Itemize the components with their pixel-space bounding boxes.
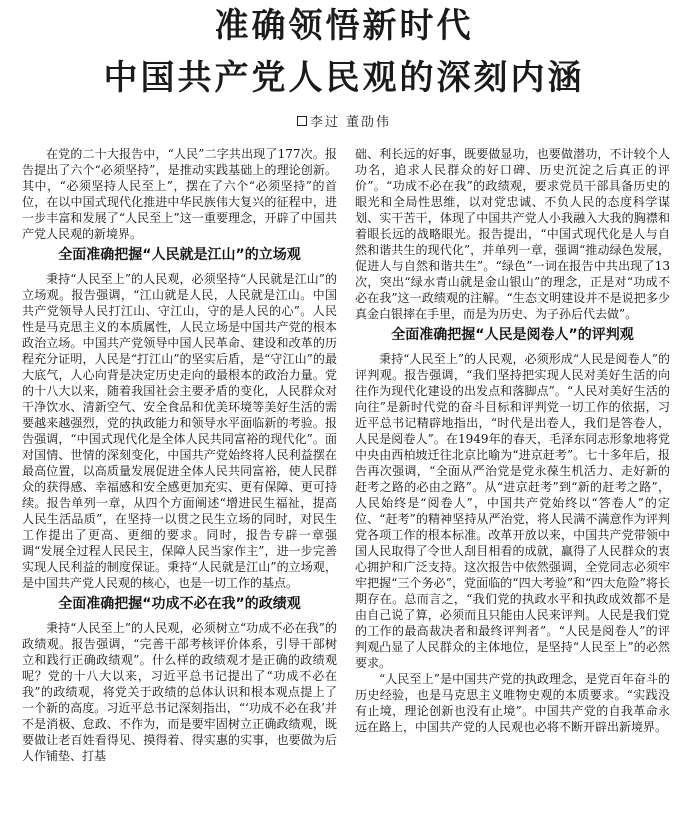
right-column xyxy=(355,146,670,832)
byline-box-icon xyxy=(297,116,307,126)
performance-paragraph: 秉持“人民至上”的人民观，必须树立“功成不必在我”的政绩观。报告强调，“完善干部考核评价体系，引导干部树立和践行正确政绩观”。什么样的政绩观才是正确的政绩观呢？党的十八大以来，习近平总书记提出了“功成不必在我”的政绩观，将党关于政绩的总体认识和根本观点提上了一个新的高度。习近平总书记深刻指出，“‘功成不必在我’并不是消极、怠政、不作为，而是要牢固树立正确政绩观，既要做让老百姓看得见、摸得着、得实惠的实事，也要做为后人作铺垫、打基 xyxy=(22,621,337,763)
byline xyxy=(0,111,688,130)
headline-line-1: 准确领悟新时代 xyxy=(214,6,474,46)
author-names: 李过 董劭伟 xyxy=(309,115,392,130)
stance-paragraph: 秉持“人民至上”的人民观，必须坚持“人民就是江山”的立场观。报告强调，“江山就是人民，人民就是江山。中国共产党领导人民打江山、守江山，守的是人民的心”。人民性是马克思主义的本质属性，人民立场是中国共产党的根本政治立场。中国共产党领导中国人民革命、建设和改革的历程充分证明，人民是“打江山”的坚实后盾，是“守江山”的最大底气，人心向背是决定历史走向的最根本的政治力量。党的十八大以来，随着我国社会主要矛盾的变化，人民群众对干净饮水、清新空气、安全食品和优美环境等美好生活的需要越来越强烈，党的执政能力和领导水平面临新的考验。报告强调，“中国式现代化是全体人民共同富裕的现代化”。面对国情、世情的深刻变化，中国共产党始终将人民利益摆在最高位置，以高质量发展促进全体人民共同富裕，使人民群众的获得感、幸福感和安全感更加充实、更有保障、更可持续。报告单列一章，从四个方面阐述“增进民生福祉，提高人民生活品质”，在坚持一以贯之民生立场的同时，对民生工作提出了更高、更细的要求。同时，报告专辟一章强调“发展全过程人民民主，保障人民当家作主”，进一步完善实现人民利益的制度保证。秉持“人民就是江山”的立场观，是中国共产党人民观的核心，也是一切工作的基点。 xyxy=(22,272,337,590)
section-heading-stance: 全面准确把握“人民就是江山”的立场观 xyxy=(58,247,301,263)
section-heading-performance: 全面准确把握“功成不必在我”的政绩观 xyxy=(58,596,301,612)
left-column xyxy=(22,146,337,832)
headline-line-2: 中国共产党人民观的深刻内涵 xyxy=(103,58,585,98)
intro-paragraph: 在党的二十大报告中，“人民”二字共出现了177次。报告提出了六个“必须坚持”，是推动实践基础上的理论创新。其中，“必须坚持人民至上”，摆在了六个“必须坚持”的首位，在以中国式现代化推进中华民族伟大复兴的征程中，进一步丰富和发展了“人民至上”这一重要理念，开辟了中国共产党人民观的新境界。 xyxy=(22,147,337,241)
evaluation-paragraph: 秉持“人民至上”的人民观，必须形成“人民是阅卷人”的评判观。报告强调，“我们坚持把实现人民对美好生活的向往作为现代化建设的出发点和落脚点”。“人民对美好生活的向往”是新时代党的奋斗目标和评判党一切工作的依据，习近平总书记精辟地指出，“时代是出卷人，我们是答卷人，人民是阅卷人”。在1949年的春天，毛泽东同志形象地将党中央由西柏坡迁往北京比喻为“进京赶考”。七十多年后，报告再次强调，“全面从严治党是党永葆生机活力、走好新的赶考之路的必由之路”。从“进京赶考”到“新的赶考之路”，人民始终是“阅卷人”，中国共产党始终以“答卷人”的定位、“赶考”的精神坚持从严治党，将人民满不满意作为评判党各项工作的根本标准。改革开放以来，中国共产党带领中国人民取得了令世人刮目相看的成就，赢得了人民群众的衷心拥护和广泛支持。这次报告中依然强调，全党同志必须牢牢把握“三个务必”，党面临的“四大考验”和“四大危险”将长期存在。总而言之，“我们党的执政水平和执政成效都不是由自己说了算，必须而且只能由人民来评判。人民是我们党的工作的最高裁决者和最终评判者”。“人民是阅卷人”的评判观凸显了人民群众的主体地位，是坚持“人民至上”的必然要求。 xyxy=(355,352,670,670)
performance-paragraph-continued: 础、利长远的好事，既要做显功，也要做潜功，不计较个人功名，追求人民群众的好口碑、历史沉淀之后真正的评价”。“功成不必在我”的政绩观，要求党员干部具备历史的眼光和全局性思维，以对党忠诚、不负人民的态度科学谋划、实干苦干，体现了中国共产党人小我融入大我的胸襟和着眼长远的战略眼光。报告提出，“中国式现代化是人与自然和谐共生的现代化”，并单列一章，强调“推动绿色发展，促进人与自然和谐共生”。“绿色”一词在报告中共出现了13次，突出“绿水青山就是金山银山”的理念，正是对“功成不必在我”这一政绩观的注解。“生态文明建设并不是说把多少真金白银摔在手里，而是为历史、为子孙后代去做”。 xyxy=(355,147,670,321)
conclusion-paragraph: “人民至上”是中国共产党的执政理念，是党百年奋斗的历史经验，也是马克思主义唯物史观的本质要求。“实践没有止境，理论创新也没有止境”。中国共产党的自我革命永远在路上，中国共产党的人民观也必将不断开辟出新境界。 xyxy=(355,672,670,734)
section-heading-evaluation: 全面准确把握“人民是阅卷人”的评判观 xyxy=(391,327,634,343)
